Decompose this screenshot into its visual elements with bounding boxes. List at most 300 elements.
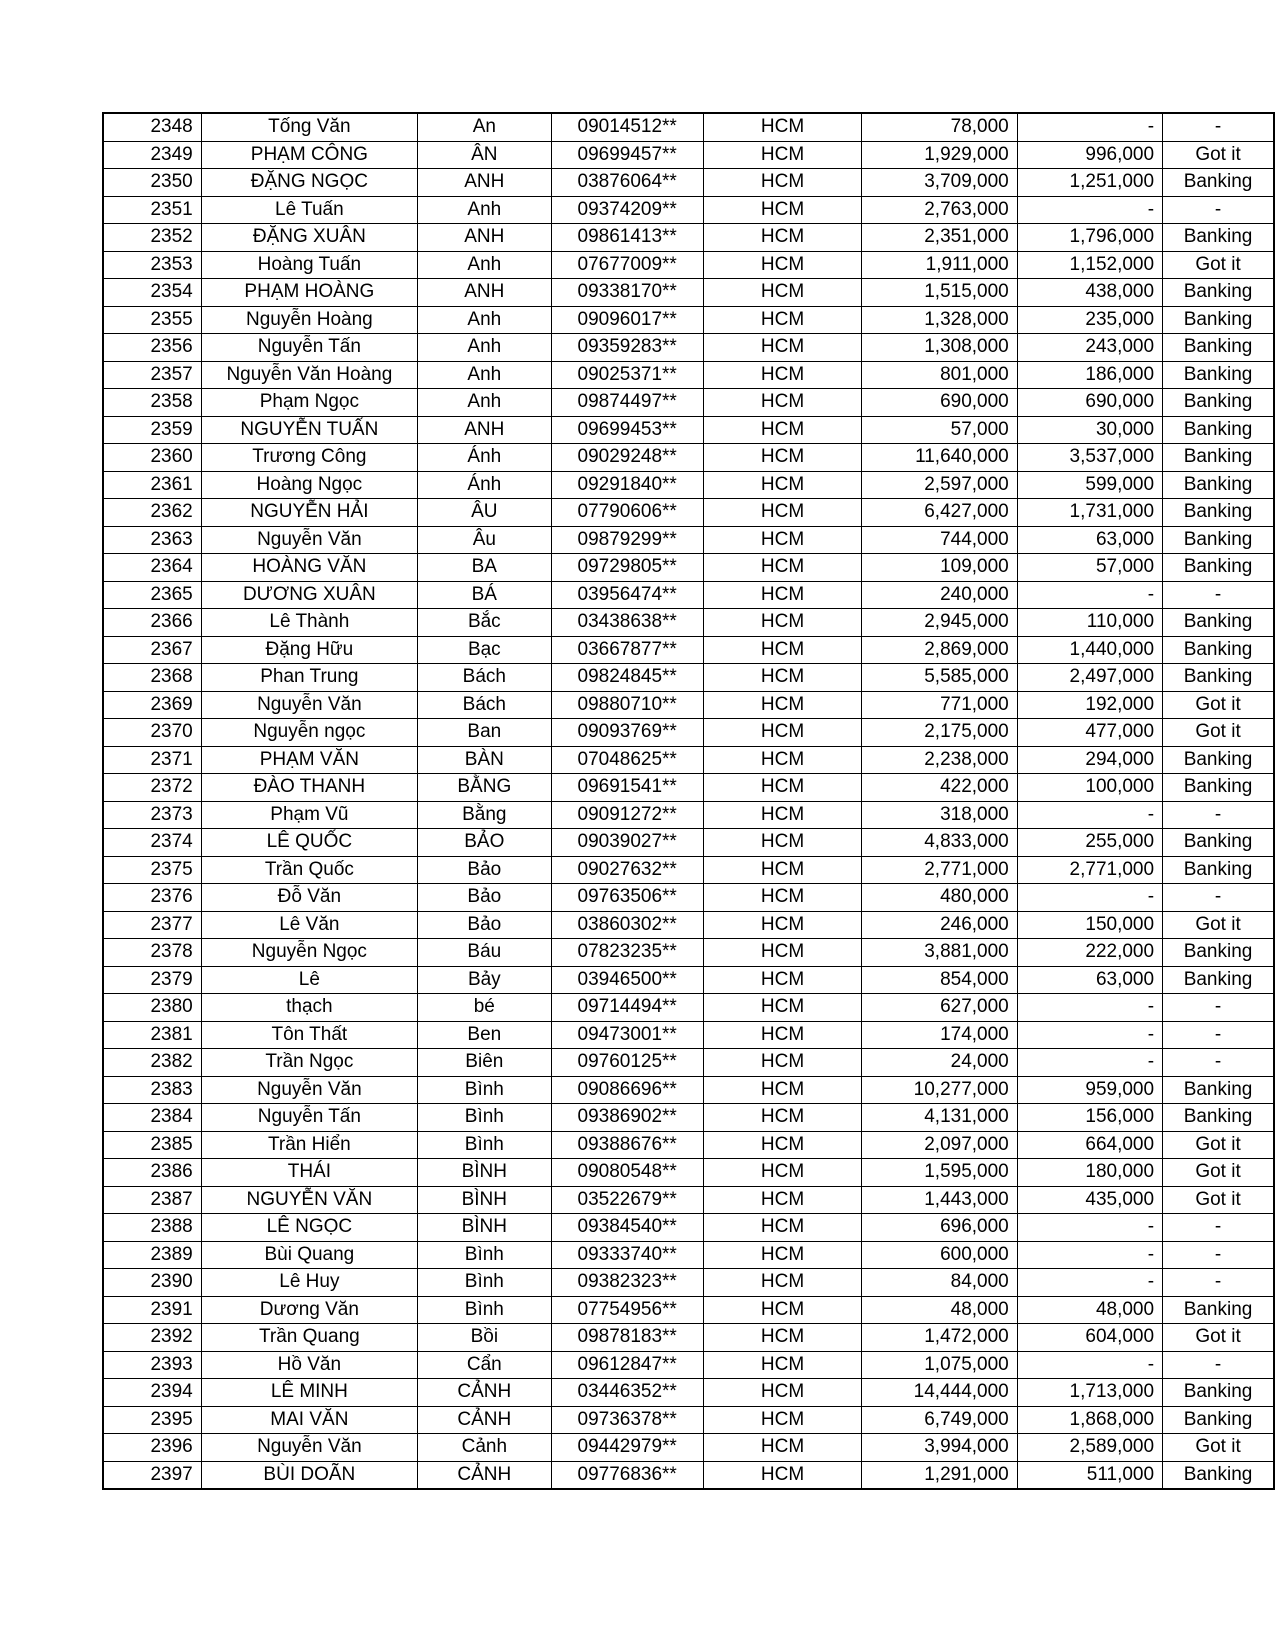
total-amount-cell: 2,097,000	[862, 1131, 1017, 1159]
phone-masked-cell: 09473001**	[551, 1021, 703, 1049]
paid-amount-cell: -	[1017, 1241, 1162, 1269]
payment-method-cell: Banking	[1163, 829, 1274, 857]
row-number-cell: 2371	[103, 746, 201, 774]
location-cell: HCM	[703, 1049, 862, 1077]
payment-method-cell: -	[1163, 581, 1274, 609]
phone-masked-cell: 09333740**	[551, 1241, 703, 1269]
paid-amount-cell: 1,251,000	[1017, 169, 1162, 197]
paid-amount-cell: 100,000	[1017, 774, 1162, 802]
row-number-cell: 2359	[103, 416, 201, 444]
first-name-cell: Bình	[417, 1296, 551, 1324]
location-cell: HCM	[703, 884, 862, 912]
phone-masked-cell: 03667877**	[551, 636, 703, 664]
table-row	[103, 224, 1274, 252]
row-number-cell: 2387	[103, 1186, 201, 1214]
last-middle-name-cell: Lê Tuấn	[201, 196, 417, 224]
phone-masked-cell: 09014512**	[551, 113, 703, 141]
last-middle-name-cell: Lê	[201, 966, 417, 994]
table-row	[103, 361, 1274, 389]
first-name-cell: Anh	[417, 389, 551, 417]
row-number-cell: 2376	[103, 884, 201, 912]
first-name-cell: BÀN	[417, 746, 551, 774]
payment-method-cell: Banking	[1163, 774, 1274, 802]
table-row	[103, 416, 1274, 444]
first-name-cell: Bảy	[417, 966, 551, 994]
payment-method-cell: Got it	[1163, 1324, 1274, 1352]
last-middle-name-cell: LÊ QUỐC	[201, 829, 417, 857]
table-row	[103, 939, 1274, 967]
phone-masked-cell: 09699457**	[551, 141, 703, 169]
row-number-cell: 2356	[103, 334, 201, 362]
first-name-cell: Bách	[417, 664, 551, 692]
row-number-cell: 2370	[103, 719, 201, 747]
last-middle-name-cell: NGUYỄN TUẤN	[201, 416, 417, 444]
total-amount-cell: 246,000	[862, 911, 1017, 939]
phone-masked-cell: 03522679**	[551, 1186, 703, 1214]
total-amount-cell: 1,929,000	[862, 141, 1017, 169]
payment-method-cell: -	[1163, 1214, 1274, 1242]
first-name-cell: Bình	[417, 1104, 551, 1132]
paid-amount-cell: 1,713,000	[1017, 1379, 1162, 1407]
last-middle-name-cell: Nguyễn Văn	[201, 526, 417, 554]
table-row	[103, 141, 1274, 169]
first-name-cell: CẢNH	[417, 1406, 551, 1434]
total-amount-cell: 771,000	[862, 691, 1017, 719]
location-cell: HCM	[703, 251, 862, 279]
location-cell: HCM	[703, 664, 862, 692]
location-cell: HCM	[703, 829, 862, 857]
payment-method-cell: Banking	[1163, 636, 1274, 664]
phone-masked-cell: 07754956**	[551, 1296, 703, 1324]
table-row	[103, 279, 1274, 307]
total-amount-cell: 2,175,000	[862, 719, 1017, 747]
payment-method-cell: Banking	[1163, 471, 1274, 499]
location-cell: HCM	[703, 801, 862, 829]
last-middle-name-cell: Hoàng Tuấn	[201, 251, 417, 279]
last-middle-name-cell: BÙI DOÃN	[201, 1461, 417, 1489]
paid-amount-cell: 243,000	[1017, 334, 1162, 362]
phone-masked-cell: 09093769**	[551, 719, 703, 747]
table-row	[103, 884, 1274, 912]
payment-method-cell: Got it	[1163, 1434, 1274, 1462]
total-amount-cell: 24,000	[862, 1049, 1017, 1077]
paid-amount-cell: 2,589,000	[1017, 1434, 1162, 1462]
last-middle-name-cell: Trần Quang	[201, 1324, 417, 1352]
row-number-cell: 2383	[103, 1076, 201, 1104]
payment-method-cell: -	[1163, 1021, 1274, 1049]
location-cell: HCM	[703, 1351, 862, 1379]
paid-amount-cell: 690,000	[1017, 389, 1162, 417]
table-row	[103, 1461, 1274, 1489]
first-name-cell: Anh	[417, 251, 551, 279]
last-middle-name-cell: ĐẶNG NGỌC	[201, 169, 417, 197]
total-amount-cell: 10,277,000	[862, 1076, 1017, 1104]
total-amount-cell: 6,749,000	[862, 1406, 1017, 1434]
paid-amount-cell: -	[1017, 1269, 1162, 1297]
location-cell: HCM	[703, 1296, 862, 1324]
last-middle-name-cell: Nguyễn Ngọc	[201, 939, 417, 967]
table-row	[103, 1241, 1274, 1269]
location-cell: HCM	[703, 1104, 862, 1132]
last-middle-name-cell: Hồ Văn	[201, 1351, 417, 1379]
phone-masked-cell: 09086696**	[551, 1076, 703, 1104]
payment-method-cell: -	[1163, 884, 1274, 912]
last-middle-name-cell: Lê Huy	[201, 1269, 417, 1297]
payment-method-cell: Banking	[1163, 224, 1274, 252]
first-name-cell: Anh	[417, 361, 551, 389]
row-number-cell: 2390	[103, 1269, 201, 1297]
first-name-cell: Biên	[417, 1049, 551, 1077]
row-number-cell: 2380	[103, 994, 201, 1022]
table-row	[103, 774, 1274, 802]
total-amount-cell: 109,000	[862, 554, 1017, 582]
total-amount-cell: 1,472,000	[862, 1324, 1017, 1352]
last-middle-name-cell: LÊ NGỌC	[201, 1214, 417, 1242]
first-name-cell: Bình	[417, 1131, 551, 1159]
last-middle-name-cell: Dương Văn	[201, 1296, 417, 1324]
first-name-cell: Ban	[417, 719, 551, 747]
first-name-cell: ÂN	[417, 141, 551, 169]
first-name-cell: Bách	[417, 691, 551, 719]
table-row	[103, 746, 1274, 774]
location-cell: HCM	[703, 113, 862, 141]
location-cell: HCM	[703, 1186, 862, 1214]
row-number-cell: 2381	[103, 1021, 201, 1049]
location-cell: HCM	[703, 1021, 862, 1049]
paid-amount-cell: 604,000	[1017, 1324, 1162, 1352]
total-amount-cell: 4,833,000	[862, 829, 1017, 857]
paid-amount-cell: 294,000	[1017, 746, 1162, 774]
location-cell: HCM	[703, 1269, 862, 1297]
table-row	[103, 113, 1274, 141]
total-amount-cell: 57,000	[862, 416, 1017, 444]
row-number-cell: 2361	[103, 471, 201, 499]
first-name-cell: Bồi	[417, 1324, 551, 1352]
payment-method-cell: Banking	[1163, 1406, 1274, 1434]
paid-amount-cell: -	[1017, 196, 1162, 224]
location-cell: HCM	[703, 1214, 862, 1242]
location-cell: HCM	[703, 141, 862, 169]
phone-masked-cell: 09338170**	[551, 279, 703, 307]
total-amount-cell: 11,640,000	[862, 444, 1017, 472]
payment-method-cell: Banking	[1163, 361, 1274, 389]
payment-method-cell: Banking	[1163, 1461, 1274, 1489]
total-amount-cell: 2,351,000	[862, 224, 1017, 252]
phone-masked-cell: 09776836**	[551, 1461, 703, 1489]
first-name-cell: Cảnh	[417, 1434, 551, 1462]
table-row	[103, 581, 1274, 609]
location-cell: HCM	[703, 1076, 862, 1104]
table-row	[103, 636, 1274, 664]
total-amount-cell: 174,000	[862, 1021, 1017, 1049]
total-amount-cell: 627,000	[862, 994, 1017, 1022]
phone-masked-cell: 09824845**	[551, 664, 703, 692]
first-name-cell: Bạc	[417, 636, 551, 664]
first-name-cell: BẢO	[417, 829, 551, 857]
total-amount-cell: 1,308,000	[862, 334, 1017, 362]
paid-amount-cell: 1,152,000	[1017, 251, 1162, 279]
location-cell: HCM	[703, 1461, 862, 1489]
last-middle-name-cell: ĐẶNG XUÂN	[201, 224, 417, 252]
phone-masked-cell: 03860302**	[551, 911, 703, 939]
table-row	[103, 1104, 1274, 1132]
table-row	[103, 829, 1274, 857]
last-middle-name-cell: DƯƠNG XUÂN	[201, 581, 417, 609]
paid-amount-cell: -	[1017, 1214, 1162, 1242]
last-middle-name-cell: Nguyễn Tấn	[201, 1104, 417, 1132]
row-number-cell: 2378	[103, 939, 201, 967]
first-name-cell: Cẩn	[417, 1351, 551, 1379]
phone-masked-cell: 09861413**	[551, 224, 703, 252]
phone-masked-cell: 09736378**	[551, 1406, 703, 1434]
table-row	[103, 169, 1274, 197]
first-name-cell: ANH	[417, 169, 551, 197]
location-cell: HCM	[703, 526, 862, 554]
location-cell: HCM	[703, 609, 862, 637]
table-row	[103, 994, 1274, 1022]
total-amount-cell: 78,000	[862, 113, 1017, 141]
row-number-cell: 2365	[103, 581, 201, 609]
first-name-cell: CẢNH	[417, 1461, 551, 1489]
table-row	[103, 1324, 1274, 1352]
row-number-cell: 2368	[103, 664, 201, 692]
last-middle-name-cell: Đặng Hữu	[201, 636, 417, 664]
last-middle-name-cell: Trần Hiển	[201, 1131, 417, 1159]
total-amount-cell: 2,238,000	[862, 746, 1017, 774]
total-amount-cell: 4,131,000	[862, 1104, 1017, 1132]
row-number-cell: 2391	[103, 1296, 201, 1324]
total-amount-cell: 1,075,000	[862, 1351, 1017, 1379]
payment-method-cell: Banking	[1163, 1076, 1274, 1104]
first-name-cell: ÂU	[417, 499, 551, 527]
paid-amount-cell: 1,868,000	[1017, 1406, 1162, 1434]
row-number-cell: 2374	[103, 829, 201, 857]
first-name-cell: BÌNH	[417, 1159, 551, 1187]
payment-method-cell: -	[1163, 1351, 1274, 1379]
paid-amount-cell: 435,000	[1017, 1186, 1162, 1214]
first-name-cell: Âu	[417, 526, 551, 554]
total-amount-cell: 1,911,000	[862, 251, 1017, 279]
first-name-cell: Bảo	[417, 856, 551, 884]
table-row	[103, 1159, 1274, 1187]
total-amount-cell: 318,000	[862, 801, 1017, 829]
table-row	[103, 719, 1274, 747]
row-number-cell: 2373	[103, 801, 201, 829]
first-name-cell: CẢNH	[417, 1379, 551, 1407]
last-middle-name-cell: PHẠM VĂN	[201, 746, 417, 774]
table-row	[103, 251, 1274, 279]
row-number-cell: 2377	[103, 911, 201, 939]
paid-amount-cell: -	[1017, 113, 1162, 141]
table-row	[103, 1186, 1274, 1214]
table-row	[103, 801, 1274, 829]
row-number-cell: 2385	[103, 1131, 201, 1159]
phone-masked-cell: 09359283**	[551, 334, 703, 362]
table-row	[103, 389, 1274, 417]
row-number-cell: 2353	[103, 251, 201, 279]
paid-amount-cell: 1,731,000	[1017, 499, 1162, 527]
location-cell: HCM	[703, 279, 862, 307]
phone-masked-cell: 09080548**	[551, 1159, 703, 1187]
last-middle-name-cell: Tôn Thất	[201, 1021, 417, 1049]
row-number-cell: 2375	[103, 856, 201, 884]
phone-masked-cell: 09091272**	[551, 801, 703, 829]
total-amount-cell: 2,763,000	[862, 196, 1017, 224]
first-name-cell: Anh	[417, 334, 551, 362]
phone-masked-cell: 09384540**	[551, 1214, 703, 1242]
location-cell: HCM	[703, 444, 862, 472]
phone-masked-cell: 09096017**	[551, 306, 703, 334]
row-number-cell: 2349	[103, 141, 201, 169]
location-cell: HCM	[703, 1324, 862, 1352]
location-cell: HCM	[703, 856, 862, 884]
first-name-cell: Ben	[417, 1021, 551, 1049]
paid-amount-cell: 3,537,000	[1017, 444, 1162, 472]
table-row	[103, 664, 1274, 692]
last-middle-name-cell: NGUYỄN HẢI	[201, 499, 417, 527]
location-cell: HCM	[703, 306, 862, 334]
total-amount-cell: 801,000	[862, 361, 1017, 389]
phone-masked-cell: 03946500**	[551, 966, 703, 994]
total-amount-cell: 2,771,000	[862, 856, 1017, 884]
first-name-cell: An	[417, 113, 551, 141]
last-middle-name-cell: Nguyễn Văn	[201, 1434, 417, 1462]
phone-masked-cell: 07790606**	[551, 499, 703, 527]
row-number-cell: 2357	[103, 361, 201, 389]
payment-method-cell: Banking	[1163, 1296, 1274, 1324]
row-number-cell: 2350	[103, 169, 201, 197]
location-cell: HCM	[703, 1241, 862, 1269]
location-cell: HCM	[703, 499, 862, 527]
table-row	[103, 1379, 1274, 1407]
location-cell: HCM	[703, 1131, 862, 1159]
table-row	[103, 1021, 1274, 1049]
payment-method-cell: Got it	[1163, 251, 1274, 279]
paid-amount-cell: 110,000	[1017, 609, 1162, 637]
table-row	[103, 856, 1274, 884]
phone-masked-cell: 09874497**	[551, 389, 703, 417]
total-amount-cell: 48,000	[862, 1296, 1017, 1324]
phone-masked-cell: 07823235**	[551, 939, 703, 967]
payment-method-cell: -	[1163, 801, 1274, 829]
table-row	[103, 691, 1274, 719]
payment-method-cell: Banking	[1163, 939, 1274, 967]
row-number-cell: 2355	[103, 306, 201, 334]
paid-amount-cell: 477,000	[1017, 719, 1162, 747]
paid-amount-cell: 959,000	[1017, 1076, 1162, 1104]
last-middle-name-cell: NGUYỄN VĂN	[201, 1186, 417, 1214]
first-name-cell: Ánh	[417, 444, 551, 472]
last-middle-name-cell: thạch	[201, 994, 417, 1022]
paid-amount-cell: 599,000	[1017, 471, 1162, 499]
table-row	[103, 196, 1274, 224]
first-name-cell: Bảo	[417, 884, 551, 912]
phone-masked-cell: 09388676**	[551, 1131, 703, 1159]
total-amount-cell: 2,945,000	[862, 609, 1017, 637]
paid-amount-cell: 2,771,000	[1017, 856, 1162, 884]
location-cell: HCM	[703, 636, 862, 664]
first-name-cell: Bình	[417, 1241, 551, 1269]
row-number-cell: 2372	[103, 774, 201, 802]
last-middle-name-cell: Phan Trung	[201, 664, 417, 692]
row-number-cell: 2382	[103, 1049, 201, 1077]
first-name-cell: Bắc	[417, 609, 551, 637]
payment-method-cell: Banking	[1163, 856, 1274, 884]
payment-method-cell: Banking	[1163, 966, 1274, 994]
table-row	[103, 1076, 1274, 1104]
row-number-cell: 2364	[103, 554, 201, 582]
records-table-body	[103, 113, 1274, 1489]
last-middle-name-cell: HOÀNG VĂN	[201, 554, 417, 582]
total-amount-cell: 744,000	[862, 526, 1017, 554]
location-cell: HCM	[703, 1406, 862, 1434]
first-name-cell: Bảo	[417, 911, 551, 939]
total-amount-cell: 1,291,000	[862, 1461, 1017, 1489]
payment-method-cell: Got it	[1163, 719, 1274, 747]
phone-masked-cell: 09039027**	[551, 829, 703, 857]
paid-amount-cell: 180,000	[1017, 1159, 1162, 1187]
paid-amount-cell: 996,000	[1017, 141, 1162, 169]
row-number-cell: 2394	[103, 1379, 201, 1407]
last-middle-name-cell: Trần Quốc	[201, 856, 417, 884]
last-middle-name-cell: Nguyễn Văn	[201, 1076, 417, 1104]
total-amount-cell: 2,597,000	[862, 471, 1017, 499]
total-amount-cell: 14,444,000	[862, 1379, 1017, 1407]
paid-amount-cell: 186,000	[1017, 361, 1162, 389]
first-name-cell: BẰNG	[417, 774, 551, 802]
paid-amount-cell: -	[1017, 1351, 1162, 1379]
phone-masked-cell: 09612847**	[551, 1351, 703, 1379]
total-amount-cell: 1,515,000	[862, 279, 1017, 307]
last-middle-name-cell: Phạm Vũ	[201, 801, 417, 829]
payment-method-cell: -	[1163, 994, 1274, 1022]
total-amount-cell: 854,000	[862, 966, 1017, 994]
first-name-cell: ANH	[417, 416, 551, 444]
last-middle-name-cell: MAI VĂN	[201, 1406, 417, 1434]
total-amount-cell: 690,000	[862, 389, 1017, 417]
last-middle-name-cell: Tống Văn	[201, 113, 417, 141]
phone-masked-cell: 09374209**	[551, 196, 703, 224]
table-row	[103, 526, 1274, 554]
row-number-cell: 2352	[103, 224, 201, 252]
paid-amount-cell: 63,000	[1017, 966, 1162, 994]
first-name-cell: BÌNH	[417, 1214, 551, 1242]
paid-amount-cell: 2,497,000	[1017, 664, 1162, 692]
last-middle-name-cell: Bùi Quang	[201, 1241, 417, 1269]
location-cell: HCM	[703, 994, 862, 1022]
location-cell: HCM	[703, 1159, 862, 1187]
total-amount-cell: 2,869,000	[862, 636, 1017, 664]
payment-method-cell: Got it	[1163, 141, 1274, 169]
phone-masked-cell: 09878183**	[551, 1324, 703, 1352]
row-number-cell: 2379	[103, 966, 201, 994]
row-number-cell: 2397	[103, 1461, 201, 1489]
records-table	[102, 112, 1275, 1490]
last-middle-name-cell: Hoàng Ngọc	[201, 471, 417, 499]
total-amount-cell: 1,595,000	[862, 1159, 1017, 1187]
location-cell: HCM	[703, 389, 862, 417]
phone-masked-cell: 09760125**	[551, 1049, 703, 1077]
last-middle-name-cell: Đỗ Văn	[201, 884, 417, 912]
total-amount-cell: 6,427,000	[862, 499, 1017, 527]
first-name-cell: Ánh	[417, 471, 551, 499]
first-name-cell: BÌNH	[417, 1186, 551, 1214]
phone-masked-cell: 09382323**	[551, 1269, 703, 1297]
paid-amount-cell: 235,000	[1017, 306, 1162, 334]
location-cell: HCM	[703, 224, 862, 252]
row-number-cell: 2362	[103, 499, 201, 527]
location-cell: HCM	[703, 774, 862, 802]
